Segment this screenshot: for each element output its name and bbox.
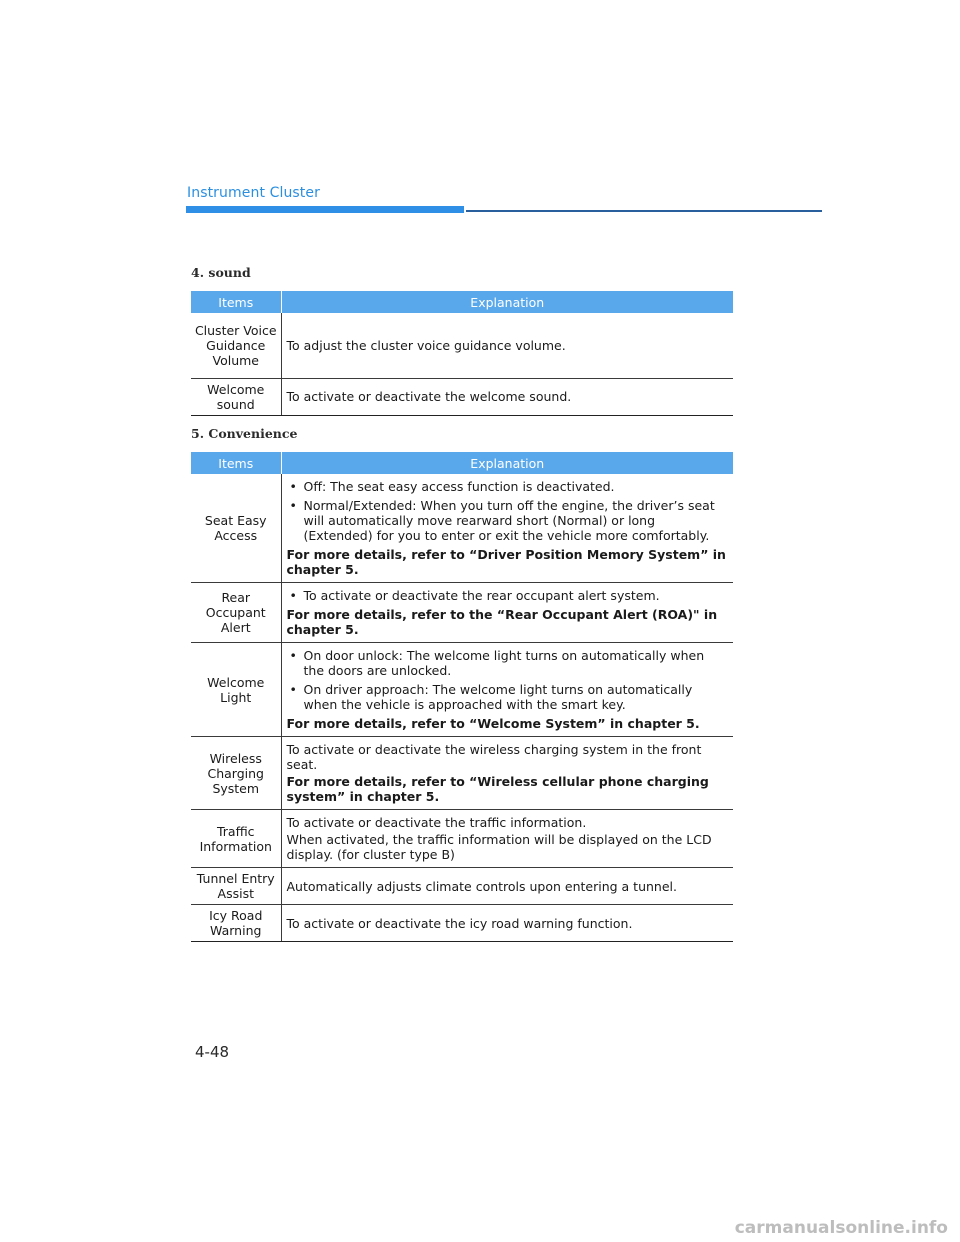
item-explanation [281, 313, 733, 378]
explanation-text: To activate or deactivate the traffic information. [286, 815, 587, 830]
table-header-row [191, 452, 733, 474]
explanation-text: To adjust the cluster voice guidance volume. [286, 337, 566, 353]
column-header-items: Items [191, 452, 281, 474]
bullet-item: • On driver approach: The welcome light turns on automatically when the vehicle is approached with the smart key. [287, 682, 729, 712]
explanation-text: To activate or deactivate the wireless charging system in the front seat. [286, 742, 702, 772]
table-row [191, 905, 733, 942]
page-number: 4-48 [195, 1043, 230, 1061]
item-name: Welcome sound [191, 378, 281, 415]
table-row [191, 474, 733, 583]
bullet-list [287, 648, 729, 712]
explanation-text: To activate or deactivate the icy road warning function. [286, 915, 633, 931]
item-name: Cluster Voice Guidance Volume [191, 313, 281, 378]
item-name: Rear Occupant Alert [191, 583, 281, 643]
table-row [191, 810, 733, 868]
bullet-list [287, 479, 729, 543]
chapter-header-title: Instrument Cluster [187, 185, 320, 201]
item-name: Tunnel Entry Assist [191, 868, 281, 905]
table-row [191, 737, 733, 810]
item-name: Traffic Information [191, 810, 281, 868]
bullet-item: • On door unlock: The welcome light turns on automatically when the doors are unlocked. [287, 648, 729, 678]
explanation-text: When activated, the traffic information will be displayed on the LCD display. (for cluster type B) [286, 832, 712, 862]
section-title-sound: 4. sound [191, 265, 251, 280]
reference-note: For more details, refer to the “Rear Occupant Alert (ROA)" in chapter 5. [286, 607, 718, 637]
reference-note: For more details, refer to “Welcome System” in chapter 5. [286, 716, 700, 731]
sound-settings-table [191, 291, 733, 416]
item-name: Seat Easy Access [191, 474, 281, 583]
item-explanation [281, 905, 733, 942]
table-row [191, 643, 733, 737]
item-name: Icy Road Warning [191, 905, 281, 942]
table-row [191, 868, 733, 905]
item-explanation [281, 810, 733, 868]
explanation-text: To activate or deactivate the welcome sound. [286, 389, 572, 404]
item-name: Welcome Light [191, 643, 281, 737]
reference-note: For more details, refer to “Driver Position Memory System” in chapter 5. [286, 547, 726, 577]
header-rule-line [466, 210, 822, 212]
explanation-text: Automatically adjusts climate controls upon entering a tunnel. [286, 878, 677, 894]
convenience-settings-table [191, 452, 733, 942]
item-explanation [281, 868, 733, 905]
item-explanation [281, 378, 733, 415]
reference-note: For more details, refer to “Wireless cellular phone charging system” in chapter 5. [286, 774, 709, 804]
bullet-item: • Off: The seat easy access function is deactivated. [287, 479, 729, 494]
item-explanation [281, 737, 733, 810]
bullet-list [287, 588, 729, 603]
column-header-items: Items [191, 291, 281, 313]
section-title-convenience: 5. Convenience [191, 426, 298, 441]
table-row [191, 583, 733, 643]
header-accent-bar [186, 206, 464, 213]
item-explanation [281, 474, 733, 583]
item-explanation [281, 583, 733, 643]
watermark-text: carmanualsonline.info [734, 1218, 948, 1238]
bullet-item: • Normal/Extended: When you turn off the engine, the driver’s seat will automatically move rearward short (Normal) or long (Extended) for you to enter or exit the vehicle more comfortably. [287, 498, 729, 543]
item-explanation [281, 643, 733, 737]
table-header-row [191, 291, 733, 313]
column-header-explanation: Explanation [281, 291, 733, 313]
column-header-explanation: Explanation [281, 452, 733, 474]
table-row [191, 378, 733, 415]
item-name: Wireless Charging System [191, 737, 281, 810]
bullet-item: • To activate or deactivate the rear occupant alert system. [287, 588, 729, 603]
table-row [191, 313, 733, 378]
